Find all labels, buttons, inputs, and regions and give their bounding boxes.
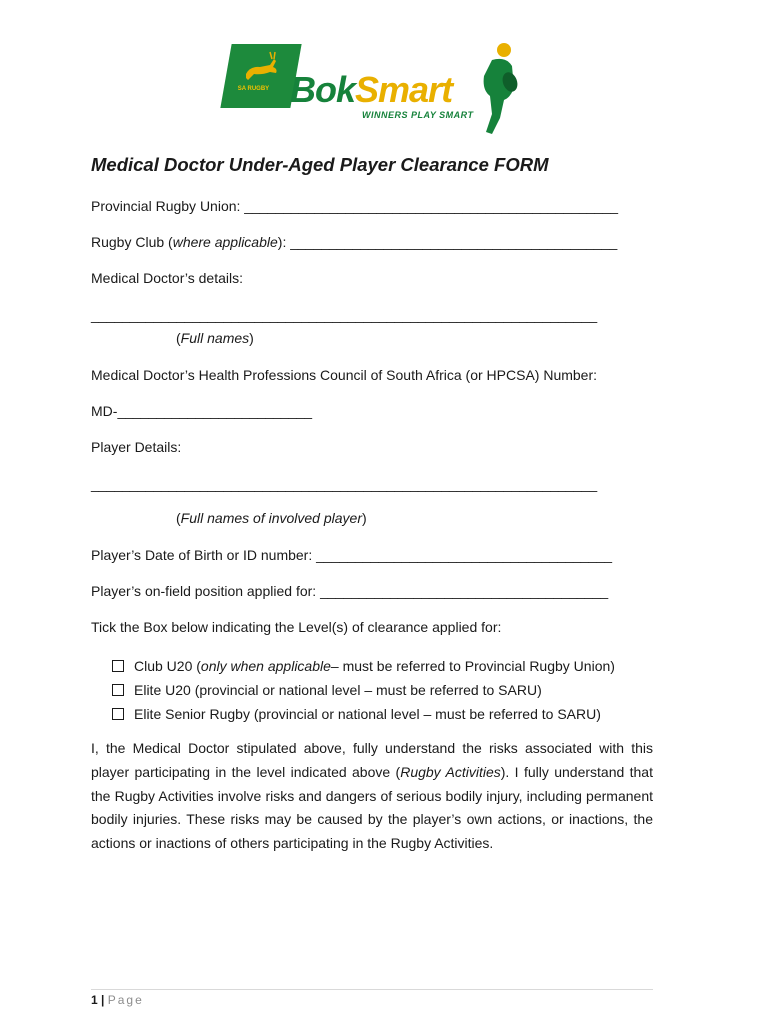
option-text-end: – must be referred to Provincial Rugby Union) bbox=[330, 658, 615, 674]
rugby-player-icon bbox=[470, 40, 522, 138]
springbok-icon bbox=[226, 40, 296, 90]
tick-instruction: Tick the Box below indicating the Level(s) of clearance applied for: bbox=[91, 619, 502, 635]
doctor-name-caption bbox=[176, 330, 254, 346]
checkbox[interactable] bbox=[112, 660, 124, 672]
boksmart-logo bbox=[226, 40, 526, 140]
checkbox[interactable] bbox=[112, 708, 124, 720]
checkbox[interactable] bbox=[112, 684, 124, 696]
footer-divider bbox=[91, 989, 653, 990]
caption-open: ( bbox=[176, 510, 181, 526]
union-label: Provincial Rugby Union: bbox=[91, 198, 245, 214]
declaration-term: Rugby Activities bbox=[400, 763, 501, 780]
option-text: Elite Senior Rugby (provincial or national level – must be referred to SARU) bbox=[134, 706, 601, 722]
player-details-label: Player Details: bbox=[91, 439, 182, 455]
doctor-name-field[interactable]: _________________________________________________________________ bbox=[91, 307, 598, 323]
club-label-end: ): bbox=[277, 234, 291, 250]
md-row bbox=[91, 403, 312, 419]
club-row bbox=[91, 234, 617, 250]
option-club-u20[interactable] bbox=[112, 654, 615, 678]
footer-separator: | bbox=[97, 993, 108, 1007]
page-label: Page bbox=[107, 993, 144, 1007]
option-note: only when applicable bbox=[200, 658, 331, 674]
md-field[interactable]: _________________________ bbox=[117, 403, 313, 419]
caption-text: Full names of involved player bbox=[180, 510, 362, 526]
caption-close: ) bbox=[361, 510, 367, 526]
position-row bbox=[91, 583, 608, 599]
dob-label: Player’s Date of Birth or ID number: bbox=[91, 547, 317, 563]
doctor-details-label: Medical Doctor’s details: bbox=[91, 270, 243, 286]
declaration-text-end: ). I fully understand that the Rugby Activities involve risks and dangers of serious bodily injury, including permanent bodily injuries. These risks may be caused by the player’s own actions, or inactions, the actions or inactions of others participating in the Rugby Activities. bbox=[91, 763, 653, 852]
position-field[interactable]: _____________________________________ bbox=[320, 583, 609, 599]
club-note: where applicable bbox=[172, 234, 278, 250]
caption-close: ) bbox=[249, 330, 254, 346]
option-elite-u20[interactable] bbox=[112, 678, 615, 702]
player-name-field[interactable]: _________________________________________________________________ bbox=[91, 476, 598, 492]
caption-text: Full names bbox=[180, 330, 250, 346]
tagline: WINNERS PLAY SMART bbox=[362, 110, 474, 120]
brand-smart: Smart bbox=[355, 69, 453, 110]
shield-text: SA RUGBY bbox=[237, 86, 270, 92]
page-footer bbox=[91, 993, 144, 1007]
option-text: Elite U20 (provincial or national level – must be referred to SARU) bbox=[134, 682, 542, 698]
hpcsa-label: Medical Doctor’s Health Professions Council of South Africa (or HPCSA) Number: bbox=[91, 367, 598, 383]
option-text: Club U20 ( bbox=[134, 658, 201, 674]
md-prefix: MD- bbox=[91, 403, 118, 419]
brand-bok: Bok bbox=[290, 69, 356, 110]
declaration-paragraph bbox=[91, 737, 653, 856]
union-row bbox=[91, 198, 618, 214]
clearance-options bbox=[112, 654, 615, 726]
position-label: Player’s on-field position applied for: bbox=[91, 583, 321, 599]
union-field[interactable]: ________________________________________________ bbox=[244, 198, 619, 214]
caption-open: ( bbox=[176, 330, 181, 346]
club-field[interactable]: __________________________________________ bbox=[290, 234, 618, 250]
declaration-text: I, the Medical Doctor stipulated above, fully understand the risks associated with this player participating in the level indicated above ( bbox=[91, 740, 653, 780]
dob-field[interactable]: ______________________________________ bbox=[316, 547, 613, 563]
player-name-caption bbox=[176, 510, 367, 526]
dob-row bbox=[91, 547, 612, 563]
option-elite-senior[interactable] bbox=[112, 702, 615, 726]
brand-wordmark bbox=[290, 69, 453, 110]
form-title: Medical Doctor Under-Aged Player Clearance FORM bbox=[91, 154, 549, 175]
club-label: Rugby Club ( bbox=[91, 234, 173, 250]
page-number: 1 bbox=[91, 993, 98, 1007]
